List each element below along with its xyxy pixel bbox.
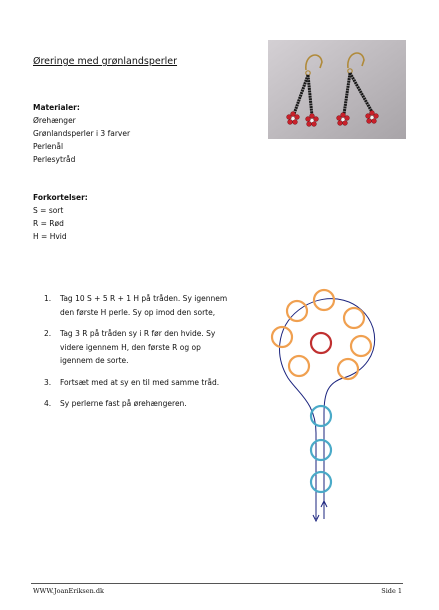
materials-heading: Materialer: xyxy=(33,103,80,112)
step-text: Fortsæt med at sy en til med samme tråd. xyxy=(60,377,220,387)
materials-item: Ørehænger xyxy=(33,116,76,125)
step-item xyxy=(44,327,230,368)
beading-diagram xyxy=(268,283,388,533)
footer-divider xyxy=(31,583,403,584)
step-number: 3. xyxy=(44,377,52,387)
bead xyxy=(311,472,331,492)
step-number: 2. xyxy=(44,329,52,338)
abbreviation-item: H = Hvid xyxy=(33,232,67,241)
step-item xyxy=(44,292,230,319)
bead xyxy=(289,356,309,376)
abbreviation-item: R = Rød xyxy=(33,219,64,228)
step-item xyxy=(44,376,230,390)
bead-ring xyxy=(272,290,371,379)
step-text: Tag 10 S + 5 R + 1 H på tråden. Sy igennem den første H perle. Sy op imod den sorte, xyxy=(60,294,228,317)
materials-item: Perlesytråd xyxy=(33,155,76,164)
footer-website: WWW.JoanEriksen.dk xyxy=(33,587,104,595)
footer-page-number: Side 1 xyxy=(381,587,402,595)
bead xyxy=(351,336,371,356)
abbreviation-item: S = sort xyxy=(33,206,64,215)
page-title: Øreringe med grønlandsperler xyxy=(33,56,178,67)
materials-item: Perlenål xyxy=(33,142,64,151)
bead xyxy=(344,308,364,328)
step-item xyxy=(44,397,230,411)
abbreviations-section xyxy=(33,191,88,243)
abbreviations-heading: Forkortelser: xyxy=(33,193,88,202)
materials-item: Grønlandsperler i 3 farver xyxy=(33,129,131,138)
step-text: Tag 3 R på tråden sy i R før den hvide. Sy videre igennem H, den første R og op igennem de sorte. xyxy=(60,329,216,365)
center-bead xyxy=(311,333,331,353)
step-text: Sy perlerne fast på ørehængeren. xyxy=(60,399,187,408)
instruction-steps xyxy=(44,292,230,419)
bead xyxy=(272,327,292,347)
earring-photo xyxy=(268,40,406,139)
step-number: 4. xyxy=(44,399,52,408)
materials-section xyxy=(33,101,130,166)
step-number: 1. xyxy=(44,294,52,303)
bead xyxy=(311,440,331,460)
